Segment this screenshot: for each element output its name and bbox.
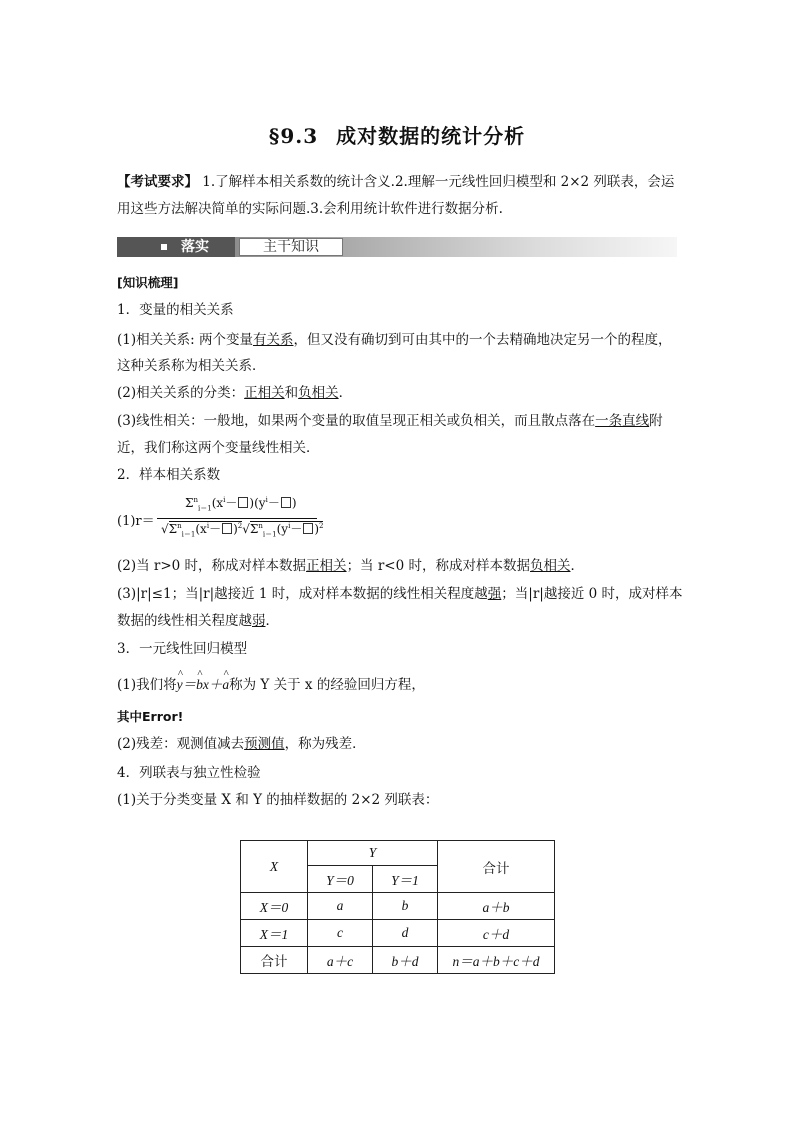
formula-denominator: $√\Sigma^n_{i=1}(x^i- )^2√\Sigma^n_{i=1}(y^i- )^2$ <box>161 522 324 539</box>
fraction-line <box>157 518 317 519</box>
s1-p3 <box>117 408 687 434</box>
table-total-header: 合计 <box>438 841 555 893</box>
s2-p3 <box>117 581 687 607</box>
table-y0-header: Y＝0 <box>308 866 373 893</box>
s2-p3-a: (3)|r|≤1；当|r|越接近 1 时，成对样本数据的线性相关程度越 <box>117 586 488 602</box>
s3-p2-underline: 预测值 <box>244 736 285 752</box>
s2-title: 2．样本相关系数 <box>117 467 221 483</box>
banner-left-label: 落实 <box>181 239 209 255</box>
cell: a <box>308 893 373 920</box>
s2-p3-underline2: 弱 <box>252 613 266 629</box>
s2-p3-b: ；当|r|越接近 0 时，成对样本 <box>501 586 683 602</box>
requirement-line1: 1.了解样本相关系数的统计含义.2.理解一元线性回归模型和 2×2 列联表，会运 <box>198 174 675 190</box>
table-row <box>241 947 555 974</box>
s3-p1 <box>117 672 425 698</box>
page-title <box>0 120 794 149</box>
s3-p1-b: 称为 Y 关于 x 的经验回归方程， <box>229 677 425 693</box>
square-icon <box>161 244 167 250</box>
row-label: X＝0 <box>241 893 308 920</box>
table-x-header: X <box>241 841 308 893</box>
cell: b <box>373 893 438 920</box>
cell: c <box>308 920 373 947</box>
s1-title: 1．变量的相关关系 <box>117 302 234 318</box>
s1-p2-b: 和 <box>284 385 299 401</box>
regression-equation: ^ y＝^ bx＋^ a <box>177 677 230 692</box>
table-row <box>241 920 555 947</box>
row-label: 合计 <box>241 947 308 974</box>
contingency-table <box>240 840 555 974</box>
s1-p2-a: (2)相关关系的分类： <box>117 385 245 401</box>
s3-p2 <box>117 731 366 757</box>
s2-p3-d: ． <box>265 613 279 629</box>
knowledge-heading: [知识梳理] <box>117 275 179 290</box>
row-total: c＋d <box>438 920 555 947</box>
s2-p3-tail <box>117 608 279 634</box>
formula-numerator: $\Sigma^n_{i=1}(x^i- )(y^i-$ ) <box>185 496 297 513</box>
s1-p2-c: ． <box>338 385 353 401</box>
s2-p3-c: 数据的线性相关程度越 <box>117 613 252 629</box>
s1-p3-c: 近，我们称这两个变量线性相关． <box>117 440 320 456</box>
s4-title: 4．列联表与独立性检验 <box>117 765 261 781</box>
banner-right-label: 主干知识 <box>239 238 343 256</box>
row-total: n＝a＋b＋c＋d <box>438 947 555 974</box>
s2-p2-c: ． <box>570 558 584 574</box>
banner-dark-block <box>117 237 235 257</box>
table-y-header: Y <box>308 841 438 866</box>
s3-p1-a: (1)我们将 <box>117 677 177 693</box>
s3-p2-b: ，称为残差． <box>284 736 366 752</box>
s4-p1: (1)关于分类变量 X 和 Y 的抽样数据的 2×2 列联表： <box>117 792 439 808</box>
s2-p3-underline1: 强 <box>487 586 502 602</box>
s1-p2 <box>117 380 352 406</box>
cell: b＋d <box>373 947 438 974</box>
requirement-line2: 用这些方法解决简单的实际问题.3.会利用统计软件进行数据分析. <box>117 201 503 217</box>
s1-p3-b: 附 <box>649 413 663 429</box>
section-banner <box>117 237 677 257</box>
s1-p3-a: (3)线性相关：一般地，如果两个变量的取值呈现正相关或负相关，而且散点落在 <box>117 413 596 429</box>
s3-title: 3．一元线性回归模型 <box>117 641 248 657</box>
requirement-tag: 【考试要求】 <box>117 174 198 190</box>
cell: d <box>373 920 438 947</box>
s1-p1-underline: 有关系 <box>252 332 294 348</box>
table-row <box>241 893 555 920</box>
s1-p2-underline1: 正相关 <box>244 385 285 401</box>
s2-p2-underline1: 正相关 <box>306 558 347 574</box>
s1-p1-b: ，但又没有确切到可由其中的一个去精确地决定另一个的程度， <box>293 332 672 348</box>
s1-p3-underline: 一条直线 <box>595 413 650 429</box>
s2-p2-underline2: 负相关 <box>530 558 571 574</box>
s1-p1 <box>117 327 687 353</box>
exam-requirement <box>117 169 697 195</box>
s1-p1-c: 这种关系称为相关关系． <box>117 358 266 374</box>
formula-prefix: (1)r＝ <box>117 514 155 529</box>
table-y1-header: Y＝1 <box>373 866 438 893</box>
row-label: X＝1 <box>241 920 308 947</box>
s1-p2-underline2: 负相关 <box>298 385 339 401</box>
section-number: §9.3 <box>268 124 319 148</box>
s3-error: 其中Error! <box>117 709 184 724</box>
s3-p2-a: (2)残差：观测值减去 <box>117 736 245 752</box>
correlation-formula <box>117 494 337 544</box>
s1-p1-a: (1)相关关系: 两个变量 <box>117 332 253 348</box>
section-title: 成对数据的统计分析 <box>336 124 526 148</box>
s2-p2-b: ；当 r<0 时，称成对样本数据 <box>346 558 530 574</box>
s2-p2 <box>117 553 584 579</box>
cell: a＋c <box>308 947 373 974</box>
s2-p2-a: (2)当 r>0 时，称成对样本数据 <box>117 558 307 574</box>
row-total: a＋b <box>438 893 555 920</box>
